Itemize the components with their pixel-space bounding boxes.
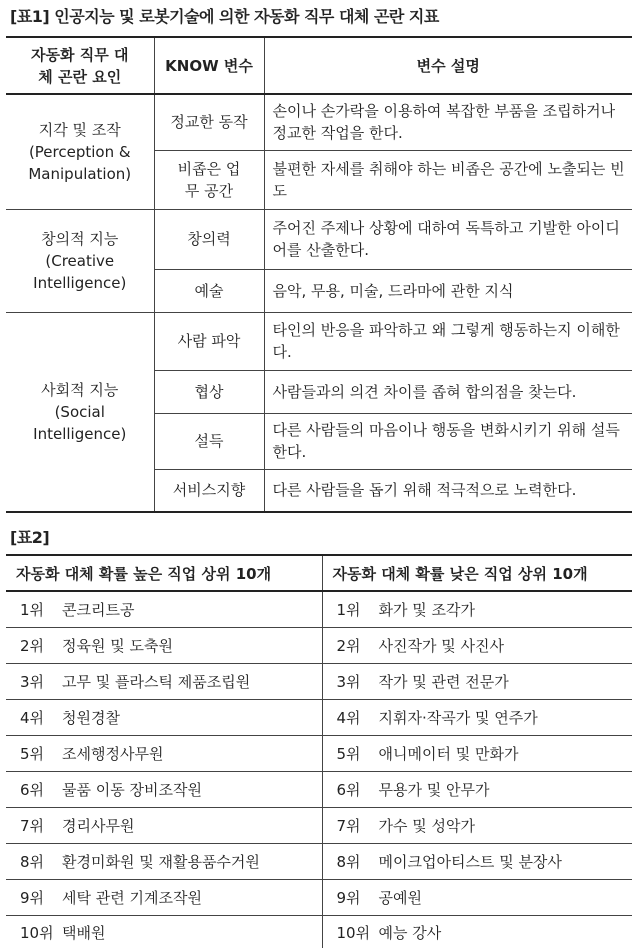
- job-name: 화가 및 조각가: [378, 600, 475, 619]
- low-probability-job-cell: [322, 627, 632, 663]
- table-row: [6, 663, 632, 699]
- rank-label: 1위: [20, 600, 45, 619]
- description-cell: 사람들과의 의견 차이를 좁혀 합의점을 찾는다.: [264, 370, 632, 413]
- rank-label: 5위: [20, 744, 45, 763]
- high-probability-job-cell: [6, 591, 322, 627]
- rank-label: 8위: [20, 852, 45, 871]
- job-name: 애니메이터 및 만화가: [378, 744, 519, 763]
- variable-cell: 협상: [154, 370, 264, 413]
- high-probability-job-cell: [6, 663, 322, 699]
- variable-cell: 사람 파악: [154, 312, 264, 370]
- header-factor: 자동화 직무 대체 곤란 요인: [6, 37, 154, 94]
- table-row: [6, 735, 632, 771]
- description-cell: 타인의 반응을 파악하고 왜 그렇게 행동하는지 이해한다.: [264, 312, 632, 370]
- table-row: [6, 312, 632, 370]
- job-name: 예능 강사: [378, 924, 442, 943]
- description-cell: 주어진 주제나 상황에 대하여 독특하고 기발한 아이디어를 산출한다.: [264, 209, 632, 269]
- description-cell: 불편한 자세를 취해야 하는 비좁은 공간에 노출되는 빈도: [264, 150, 632, 209]
- rank-label: 2위: [20, 636, 45, 655]
- rank-label: 9위: [336, 888, 361, 907]
- rank-label: 3위: [20, 672, 45, 691]
- rank-label: 6위: [336, 780, 361, 799]
- high-probability-job-cell: [6, 879, 322, 915]
- variable-cell: 예술: [154, 269, 264, 312]
- high-probability-job-cell: [6, 627, 322, 663]
- job-name: 세탁 관련 기계조작원: [62, 888, 202, 907]
- table-row: [6, 843, 632, 879]
- table-row: [6, 627, 632, 663]
- low-probability-job-cell: [322, 771, 632, 807]
- high-probability-job-cell: [6, 843, 322, 879]
- job-name: 메이크업아티스트 및 분장사: [378, 852, 562, 871]
- description-cell: 다른 사람들을 돕기 위해 적극적으로 노력한다.: [264, 469, 632, 512]
- low-probability-job-cell: [322, 807, 632, 843]
- job-name: 고무 및 플라스틱 제품조립원: [62, 672, 251, 691]
- rank-label: 7위: [20, 816, 45, 835]
- variable-cell: 설득: [154, 413, 264, 469]
- job-name: 택배원: [62, 924, 106, 943]
- table-row: [6, 209, 632, 269]
- table-row: [6, 915, 632, 948]
- variable-cell: 서비스지향: [154, 469, 264, 512]
- factor-cell: 사회적 지능 (Social Intelligence): [6, 312, 154, 512]
- job-name: 정육원 및 도축원: [62, 636, 173, 655]
- high-probability-job-cell: [6, 771, 322, 807]
- table-row: [6, 94, 632, 150]
- low-probability-job-cell: [322, 915, 632, 948]
- table-row: [6, 591, 632, 627]
- table-row: [6, 699, 632, 735]
- description-cell: 다른 사람들의 마음이나 행동을 변화시키기 위해 설득한다.: [264, 413, 632, 469]
- low-probability-job-cell: [322, 699, 632, 735]
- job-name: 무용가 및 안무가: [378, 780, 490, 799]
- automation-probability-table: [6, 554, 632, 948]
- job-name: 작가 및 관련 전문가: [378, 672, 509, 691]
- job-name: 공예원: [378, 888, 422, 907]
- rank-label: 9위: [20, 888, 45, 907]
- job-name: 지휘자·작곡가 및 연주가: [378, 708, 538, 727]
- job-name: 가수 및 성악가: [378, 816, 475, 835]
- header-low-probability: 자동화 대체 확률 낮은 직업 상위 10개: [322, 555, 632, 591]
- high-probability-job-cell: [6, 735, 322, 771]
- rank-label: 5위: [336, 744, 361, 763]
- job-name: 사진작가 및 사진사: [378, 636, 504, 655]
- job-name: 조세행정사무원: [62, 744, 164, 763]
- table-header-row: [6, 37, 632, 94]
- table-row: [6, 807, 632, 843]
- table2-title: [표2]: [10, 528, 50, 547]
- rank-label: 8위: [336, 852, 361, 871]
- low-probability-job-cell: [322, 591, 632, 627]
- rank-label: 7위: [336, 816, 361, 835]
- table1-title: [표1] 인공지능 및 로봇기술에 의한 자동화 직무 대체 곤란 지표: [10, 7, 439, 26]
- description-cell: 음악, 무용, 미술, 드라마에 관한 지식: [264, 269, 632, 312]
- rank-label: 4위: [336, 708, 361, 727]
- job-name: 경리사무원: [62, 816, 135, 835]
- rank-label: 4위: [20, 708, 45, 727]
- header-high-probability: 자동화 대체 확률 높은 직업 상위 10개: [6, 555, 322, 591]
- job-name: 환경미화원 및 재활용품수거원: [62, 852, 260, 871]
- high-probability-job-cell: [6, 915, 322, 948]
- rank-label: 3위: [336, 672, 361, 691]
- job-name: 물품 이동 장비조작원: [62, 780, 202, 799]
- factor-cell: 창의적 지능 (Creative Intelligence): [6, 209, 154, 312]
- low-probability-job-cell: [322, 879, 632, 915]
- variable-cell: 창의력: [154, 209, 264, 269]
- rank-label: 10위: [20, 924, 54, 943]
- rank-label: 10위: [336, 924, 371, 943]
- description-cell: 손이나 손가락을 이용하여 복잡한 부품을 조립하거나 정교한 작업을 한다.: [264, 94, 632, 150]
- job-name: 콘크리트공: [62, 600, 135, 619]
- header-desc: 변수 설명: [264, 37, 632, 94]
- variable-cell: 정교한 동작: [154, 94, 264, 150]
- high-probability-job-cell: [6, 699, 322, 735]
- table-row: [6, 879, 632, 915]
- table-header-row: [6, 555, 632, 591]
- rank-label: 1위: [336, 600, 361, 619]
- table-row: [6, 771, 632, 807]
- automation-difficulty-table: [6, 36, 632, 513]
- rank-label: 6위: [20, 780, 45, 799]
- job-name: 청원경찰: [62, 708, 120, 727]
- low-probability-job-cell: [322, 663, 632, 699]
- factor-cell: 지각 및 조작 (Perception & Manipulation): [6, 94, 154, 209]
- variable-cell: 비좁은 업무 공간: [154, 150, 264, 209]
- low-probability-job-cell: [322, 735, 632, 771]
- high-probability-job-cell: [6, 807, 322, 843]
- low-probability-job-cell: [322, 843, 632, 879]
- rank-label: 2위: [336, 636, 361, 655]
- header-know: KNOW 변수: [154, 37, 264, 94]
